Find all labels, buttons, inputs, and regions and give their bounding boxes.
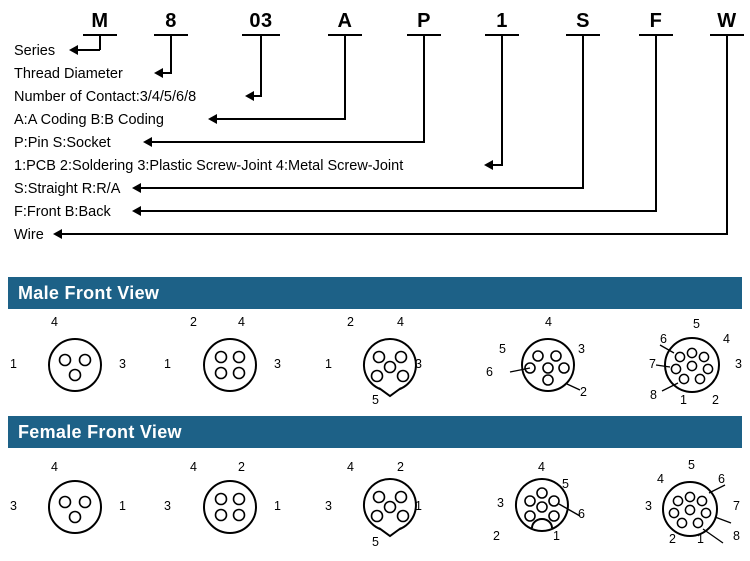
legend-row-contacts: Number of Contact:3/4/5/6/8 [14,89,197,105]
male-6pin-label-bottomright: 2 [580,385,587,399]
male-4pin-label-topleft: 2 [190,315,197,329]
leader-orientation-arrow [132,183,141,193]
code-char-pinsocket: P [417,10,431,32]
female-connector-5pin [335,471,445,556]
legend-row-wire: Wire [14,227,44,243]
leader-coding-vert [344,36,346,119]
male-6pin-label-right: 3 [578,342,585,356]
leader-frontback-vert [655,36,657,211]
code-char-coding: A [337,10,353,32]
female-4pin-label-right: 1 [274,499,281,513]
male-6pin-label-upperleft: 5 [499,342,506,356]
female-6pin-label-bottomleft: 2 [493,529,500,543]
leader-coding-horz [217,118,346,120]
leader-pinsocket-horz [152,141,425,143]
leader-thread-horz [163,72,172,74]
male-8pin-label-7: 7 [649,357,656,371]
male-connector-3pin [20,330,130,400]
female-4pin-label-topright: 2 [238,460,245,474]
section-title-female: Female Front View [18,421,182,442]
male-8pin-label-8: 8 [650,388,657,402]
leader-termination-horz [493,164,503,166]
male-8pin-label-5: 5 [693,317,700,331]
female-5pin-label-bottom: 5 [372,535,379,549]
male-5pin-label-topright: 4 [397,315,404,329]
leader-orientation-vert [582,36,584,188]
leader-contacts-horz [254,95,262,97]
leader-series-horz [78,49,100,51]
code-char-wire: W [717,10,737,32]
legend-row-pinsocket: P:Pin S:Socket [14,135,111,151]
section-header-male [8,277,742,309]
leader-series-arrow [69,45,78,55]
male-8pin-label-4: 4 [723,332,730,346]
male-6pin-label-top: 4 [545,315,552,329]
female-4pin-label-topleft: 4 [190,460,197,474]
leader-contacts-arrow [245,91,254,101]
section-header-female [8,416,742,448]
female-3pin-label-right: 1 [119,499,126,513]
leader-frontback-arrow [132,206,141,216]
female-8pin-label-5: 5 [688,458,695,472]
female-8pin-label-3: 3 [645,499,652,513]
leader-frontback-horz [141,210,657,212]
male-3pin-label-right: 3 [119,357,126,371]
male-8pin-label-6: 6 [660,332,667,346]
male-5pin-label-bottom: 5 [372,393,379,407]
leader-pinsocket-arrow [143,137,152,147]
female-5pin-label-topleft: 4 [347,460,354,474]
leader-wire-horz [62,233,728,235]
legend-row-coding: A:A Coding B:B Coding [14,112,164,128]
male-8pin-label-3: 3 [735,357,742,371]
leader-pinsocket-vert [423,36,425,142]
male-6pin-label-lowerleft: 6 [486,365,493,379]
female-6pin-label-left: 3 [497,496,504,510]
female-connector-4pin [175,477,285,547]
legend-row-series: Series [14,43,56,59]
female-connector-6pin [480,471,610,556]
legend-row-frontback: F:Front B:Back [14,204,111,220]
female-5pin-label-right: 1 [415,499,422,513]
male-3pin-label-top: 4 [51,315,58,329]
female-3pin-label-top: 4 [51,460,58,474]
leader-termination-arrow [484,160,493,170]
female-4pin-label-left: 3 [164,499,171,513]
male-4pin-label-right: 3 [274,357,281,371]
female-5pin-label-left: 3 [325,499,332,513]
code-char-frontback: F [649,10,663,32]
female-8pin-label-2: 2 [669,532,676,546]
male-8pin-label-1: 1 [680,393,687,407]
female-6pin-label-bottomright: 1 [553,529,560,543]
male-8pin-label-2: 2 [712,393,719,407]
leader-wire-vert [726,36,728,234]
female-8pin-label-8: 8 [733,529,740,543]
code-char-thread: 8 [165,10,177,32]
leader-termination-vert [501,36,503,165]
female-8pin-label-6: 6 [718,472,725,486]
female-8pin-label-4: 4 [657,472,664,486]
legend-row-orientation: S:Straight R:R/A [14,181,121,197]
code-char-contacts: 03 [249,10,273,32]
male-connector-6pin [490,330,610,410]
female-5pin-label-topright: 2 [397,460,404,474]
male-5pin-label-topleft: 2 [347,315,354,329]
leader-thread-vert [170,36,172,73]
leader-wire-arrow [53,229,62,239]
leader-orientation-horz [141,187,584,189]
male-3pin-label-left: 1 [10,357,17,371]
legend-row-thread: Thread Diameter [14,66,123,82]
code-char-termination: 1 [496,10,508,32]
male-4pin-label-left: 1 [164,357,171,371]
male-5pin-label-left: 1 [325,357,332,371]
female-8pin-label-7: 7 [733,499,740,513]
male-connector-5pin [335,330,445,410]
leader-thread-arrow [154,68,163,78]
legend-row-termination: 1:PCB 2:Soldering 3:Plastic Screw-Joint 4:Metal Screw-Joint [14,158,404,174]
female-6pin-label-rightend: 6 [578,507,585,521]
male-connector-4pin [175,330,285,400]
code-char-orientation: S [576,10,590,32]
male-5pin-label-right: 3 [415,357,422,371]
leader-contacts-vert [260,36,262,96]
female-8pin-label-1: 1 [697,532,704,546]
female-connector-3pin [20,477,130,547]
male-4pin-label-topright: 4 [238,315,245,329]
female-6pin-label-top: 4 [538,460,545,474]
code-char-series: M [91,10,109,32]
female-6pin-label-upperright: 5 [562,477,569,491]
leader-series-vert [99,36,101,50]
section-title-male: Male Front View [18,282,160,303]
female-3pin-label-left: 3 [10,499,17,513]
leader-coding-arrow [208,114,217,124]
